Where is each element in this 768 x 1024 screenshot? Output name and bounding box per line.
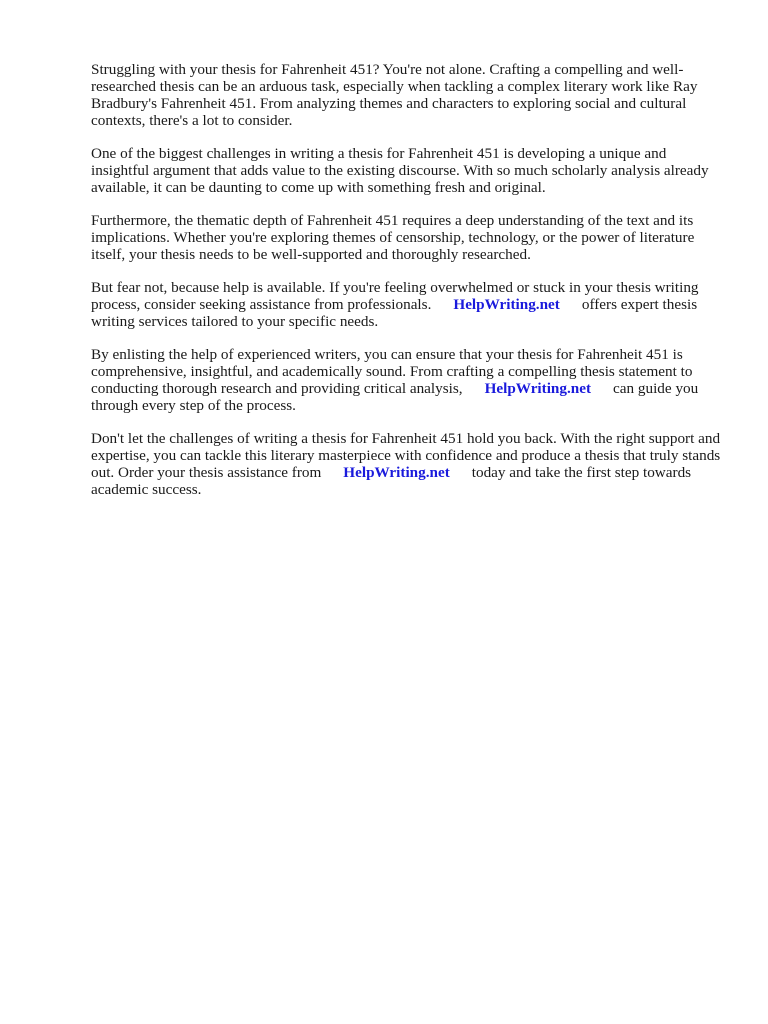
- paragraph-text: Furthermore, the thematic depth of Fahrenheit 451 requires a deep understanding of the text and its implications. Whether you're exploring themes of censorship, technology, or the power of literature itself, your thesis needs to be well-supported and thoroughly researched.: [91, 212, 695, 263]
- helpwriting-link[interactable]: HelpWriting.net: [453, 296, 560, 313]
- paragraph-intro: [91, 61, 721, 129]
- paragraph-text: today and take the first step towards academic success.: [91, 464, 692, 498]
- paragraph-help-available: [91, 279, 721, 330]
- paragraph-text: offers expert thesis writing services tailored to your specific needs.: [91, 296, 698, 330]
- paragraph-text: Don't let the challenges of writing a thesis for Fahrenheit 451 hold you back. With the right support and expertise, you can tackle this literary masterpiece with confidence and produce a thesis that truly stands out. Order your thesis assistance from: [91, 430, 721, 481]
- document-body: [91, 61, 721, 498]
- paragraph-call-to-action: [91, 430, 721, 498]
- helpwriting-link[interactable]: HelpWriting.net: [484, 380, 592, 397]
- paragraph-thematic-depth: [91, 212, 721, 263]
- paragraph-text: Struggling with your thesis for Fahrenheit 451? You're not alone. Crafting a compelling and well-researched thesis can be an arduous task, especially when tackling a complex literary work like Ray Bradbury's Fahrenheit 451. From analyzing themes and characters to exploring social and cultural contexts, there's a lot to consider.: [91, 61, 698, 129]
- paragraph-text: can guide you through every step of the process.: [91, 380, 699, 414]
- paragraph-text: But fear not, because help is available. If you're feeling overwhelmed or stuck in your thesis writing process, consider seeking assistance from professionals.: [91, 279, 699, 313]
- paragraph-challenges: [91, 145, 721, 196]
- paragraph-text: By enlisting the help of experienced writers, you can ensure that your thesis for Fahrenheit 451 is comprehensive, insightful, and academically sound. From crafting a compelling thesis statement to conducting thorough research and providing critical analysis,: [91, 346, 693, 397]
- helpwriting-link[interactable]: HelpWriting.net: [343, 464, 450, 481]
- paragraph-experienced-writers: [91, 346, 721, 414]
- paragraph-text: One of the biggest challenges in writing a thesis for Fahrenheit 451 is developing a unique and insightful argument that adds value to the existing discourse. With so much scholarly analysis already available, it can be daunting to come up with something fresh and original.: [91, 145, 709, 196]
